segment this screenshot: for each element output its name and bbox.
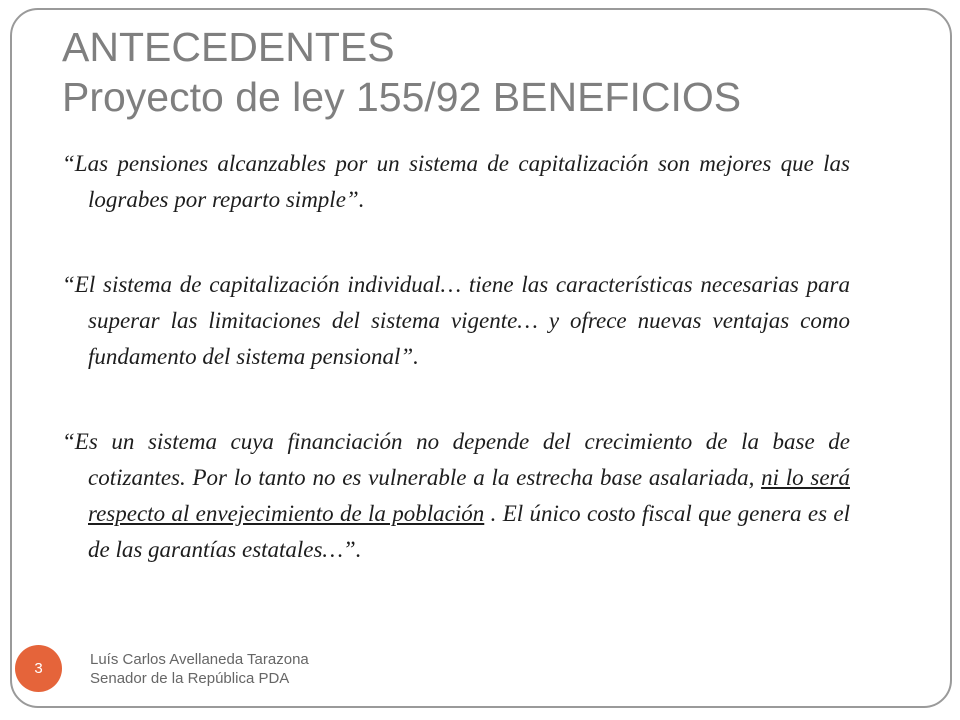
footer-role: Senador de la República PDA	[90, 670, 290, 687]
slide-title-line-2: Proyecto de ley 155/92 BENEFICIOS	[62, 74, 742, 120]
footer	[90, 650, 410, 688]
quote-3-part-2: . El único costo fiscal que genera es el de las garantías estatales…”.	[88, 501, 850, 562]
footer-author: Luís Carlos Avellaneda Tarazona	[90, 651, 309, 668]
quote-3	[62, 424, 850, 568]
slide-title	[62, 22, 922, 122]
quote-3-part-1: “Es un sistema cuya financiación no depende del crecimiento de la base de cotizantes. Por lo tanto no es vulnerable a la estrecha base asalariada,	[62, 429, 850, 490]
quote-body	[62, 146, 850, 617]
page-number-badge: 3	[15, 645, 62, 692]
quote-2: “El sistema de capitalización individual… tiene las características necesarias para superar las limitaciones del sistema vigente… y ofrece nuevas ventajas como fundamento del sistema pensional”.	[62, 272, 850, 369]
quote-1: “Las pensiones alcanzables por un sistema de capitalización son mejores que las lograbes por reparto simple”.	[62, 151, 850, 212]
slide-title-line-1: ANTECEDENTES	[62, 24, 395, 70]
quote-3-underlined: ni lo será respecto al envejecimiento de la población	[88, 465, 850, 526]
